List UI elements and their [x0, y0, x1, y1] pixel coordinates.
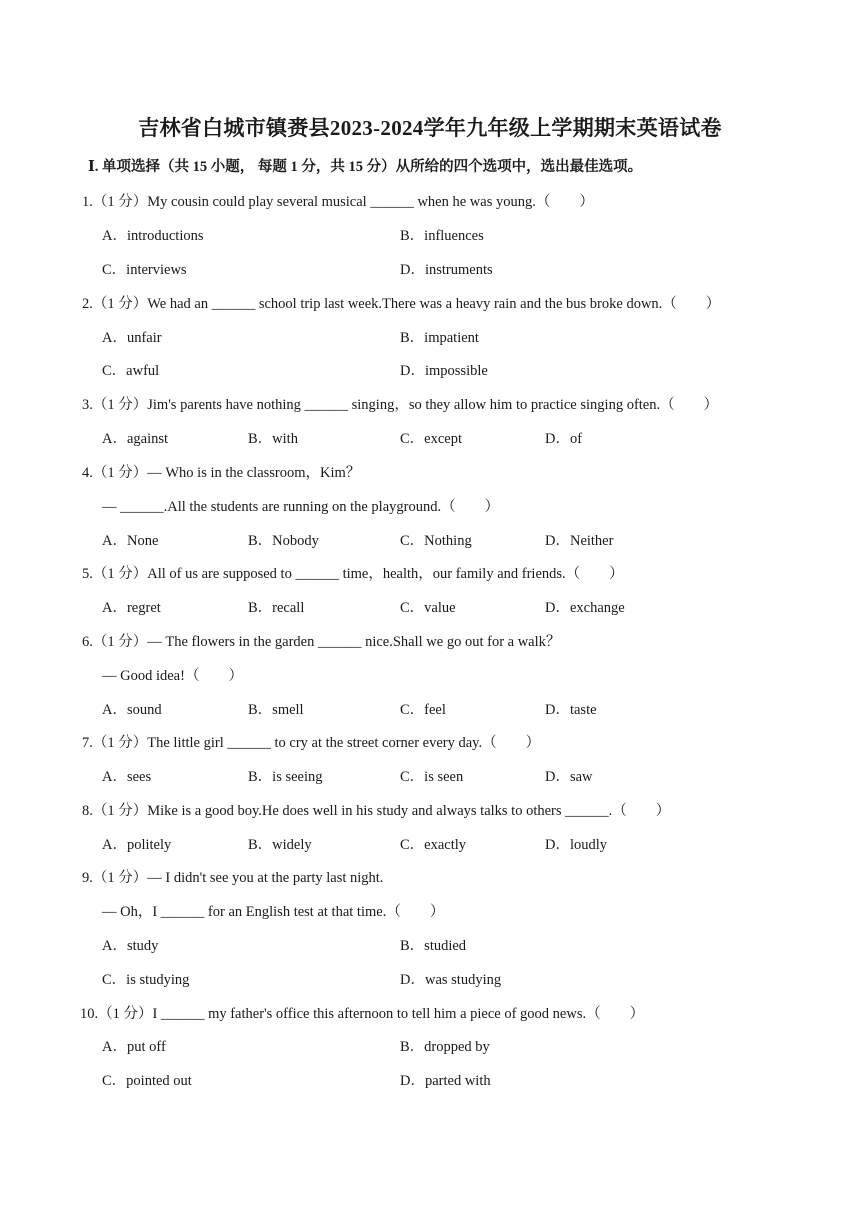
question-5-stem: 5.（1 分）All of us are supposed to ______ time，health，our family and friends.（ ）	[82, 566, 624, 582]
question-6-stem: 6.（1 分）— The flowers in the garden ______ nice.Shall we go out for a walk？	[82, 634, 561, 650]
question-1-option-d[interactable]: D．instruments	[400, 262, 493, 278]
question-7-option-d[interactable]: D．saw	[545, 769, 593, 785]
question-10-option-d[interactable]: D．parted with	[400, 1073, 491, 1089]
question-2-option-b[interactable]: B．impatient	[400, 330, 479, 346]
question-3-option-a[interactable]: A．against	[102, 431, 169, 447]
question-6-option-c[interactable]: C．feel	[400, 702, 446, 718]
question-2-option-a[interactable]: A．unfair	[102, 330, 162, 346]
question-7-option-a[interactable]: A．sees	[102, 769, 152, 785]
question-6-option-b[interactable]: B．smell	[248, 702, 304, 718]
question-6-option-a[interactable]: A．sound	[102, 702, 162, 718]
question-7-stem: 7.（1 分）The little girl ______ to cry at the street corner every day.（ ）	[82, 735, 541, 751]
question-4-option-d[interactable]: D．Neither	[545, 533, 614, 549]
section-heading: Ⅰ. 单项选择（共 15 小题， 每题 1 分，共 15 分）从所给的四个选项中，选出最佳选项。	[88, 159, 643, 175]
question-3-stem: 3.（1 分）Jim's parents have nothing ______ singing，so they allow him to practice singing often.（ ）	[82, 397, 719, 413]
question-3-option-b[interactable]: B．with	[248, 431, 298, 447]
question-9-reply: — Oh，I ______ for an English test at that time.（ ）	[102, 904, 445, 920]
question-4-option-c[interactable]: C．Nothing	[400, 533, 472, 549]
question-2-stem: 2.（1 分）We had an ______ school trip last week.There was a heavy rain and the bus broke down.（ ）	[82, 296, 721, 312]
question-5-option-d[interactable]: D．exchange	[545, 600, 625, 616]
question-6-reply: — Good idea!（ ）	[102, 668, 243, 684]
question-8-option-d[interactable]: D．loudly	[545, 837, 608, 853]
question-8-option-a[interactable]: A．politely	[102, 837, 172, 853]
question-10-stem: 10.（1 分）I ______ my father's office this afternoon to tell him a piece of good news.（ ）	[80, 1006, 645, 1022]
question-9-option-b[interactable]: B．studied	[400, 938, 467, 954]
question-1-option-c[interactable]: C．interviews	[102, 262, 187, 278]
question-9-option-d[interactable]: D．was studying	[400, 972, 502, 988]
question-8-option-b[interactable]: B．widely	[248, 837, 312, 853]
question-10-option-a[interactable]: A．put off	[102, 1039, 166, 1055]
question-7-option-c[interactable]: C．is seen	[400, 769, 464, 785]
question-4-stem: 4.（1 分）— Who is in the classroom，Kim？	[82, 465, 361, 481]
question-9-option-c[interactable]: C．is studying	[102, 972, 190, 988]
question-10-option-b[interactable]: B．dropped by	[400, 1039, 490, 1055]
question-9-option-a[interactable]: A．study	[102, 938, 159, 954]
question-9-stem: 9.（1 分）— I didn't see you at the party last night.	[82, 870, 384, 886]
question-3-option-c[interactable]: C．except	[400, 431, 463, 447]
question-5-option-b[interactable]: B．recall	[248, 600, 305, 616]
question-4-option-a[interactable]: A．None	[102, 533, 159, 549]
question-2-option-c[interactable]: C．awful	[102, 363, 160, 379]
question-5-option-a[interactable]: A．regret	[102, 600, 161, 616]
question-8-stem: 8.（1 分）Mike is a good boy.He does well in his study and always talks to others ______.（ ）	[82, 803, 671, 819]
question-2-option-d[interactable]: D．impossible	[400, 363, 488, 379]
question-7-option-b[interactable]: B．is seeing	[248, 769, 323, 785]
question-8-option-c[interactable]: C．exactly	[400, 837, 467, 853]
question-4-reply: — ______.All the students are running on the playground.（ ）	[102, 499, 500, 515]
question-5-option-c[interactable]: C．value	[400, 600, 456, 616]
question-1-option-b[interactable]: B．influences	[400, 228, 484, 244]
question-6-option-d[interactable]: D．taste	[545, 702, 597, 718]
question-3-option-d[interactable]: D．of	[545, 431, 583, 447]
exam-title: 吉林省白城市镇赉县2023-2024学年九年级上学期期末英语试卷	[138, 116, 722, 140]
question-4-option-b[interactable]: B．Nobody	[248, 533, 319, 549]
question-1-option-a[interactable]: A．introductions	[102, 228, 204, 244]
question-1-stem: 1.（1 分）My cousin could play several musical ______ when he was young.（ ）	[82, 194, 594, 210]
question-10-option-c[interactable]: C．pointed out	[102, 1073, 192, 1089]
